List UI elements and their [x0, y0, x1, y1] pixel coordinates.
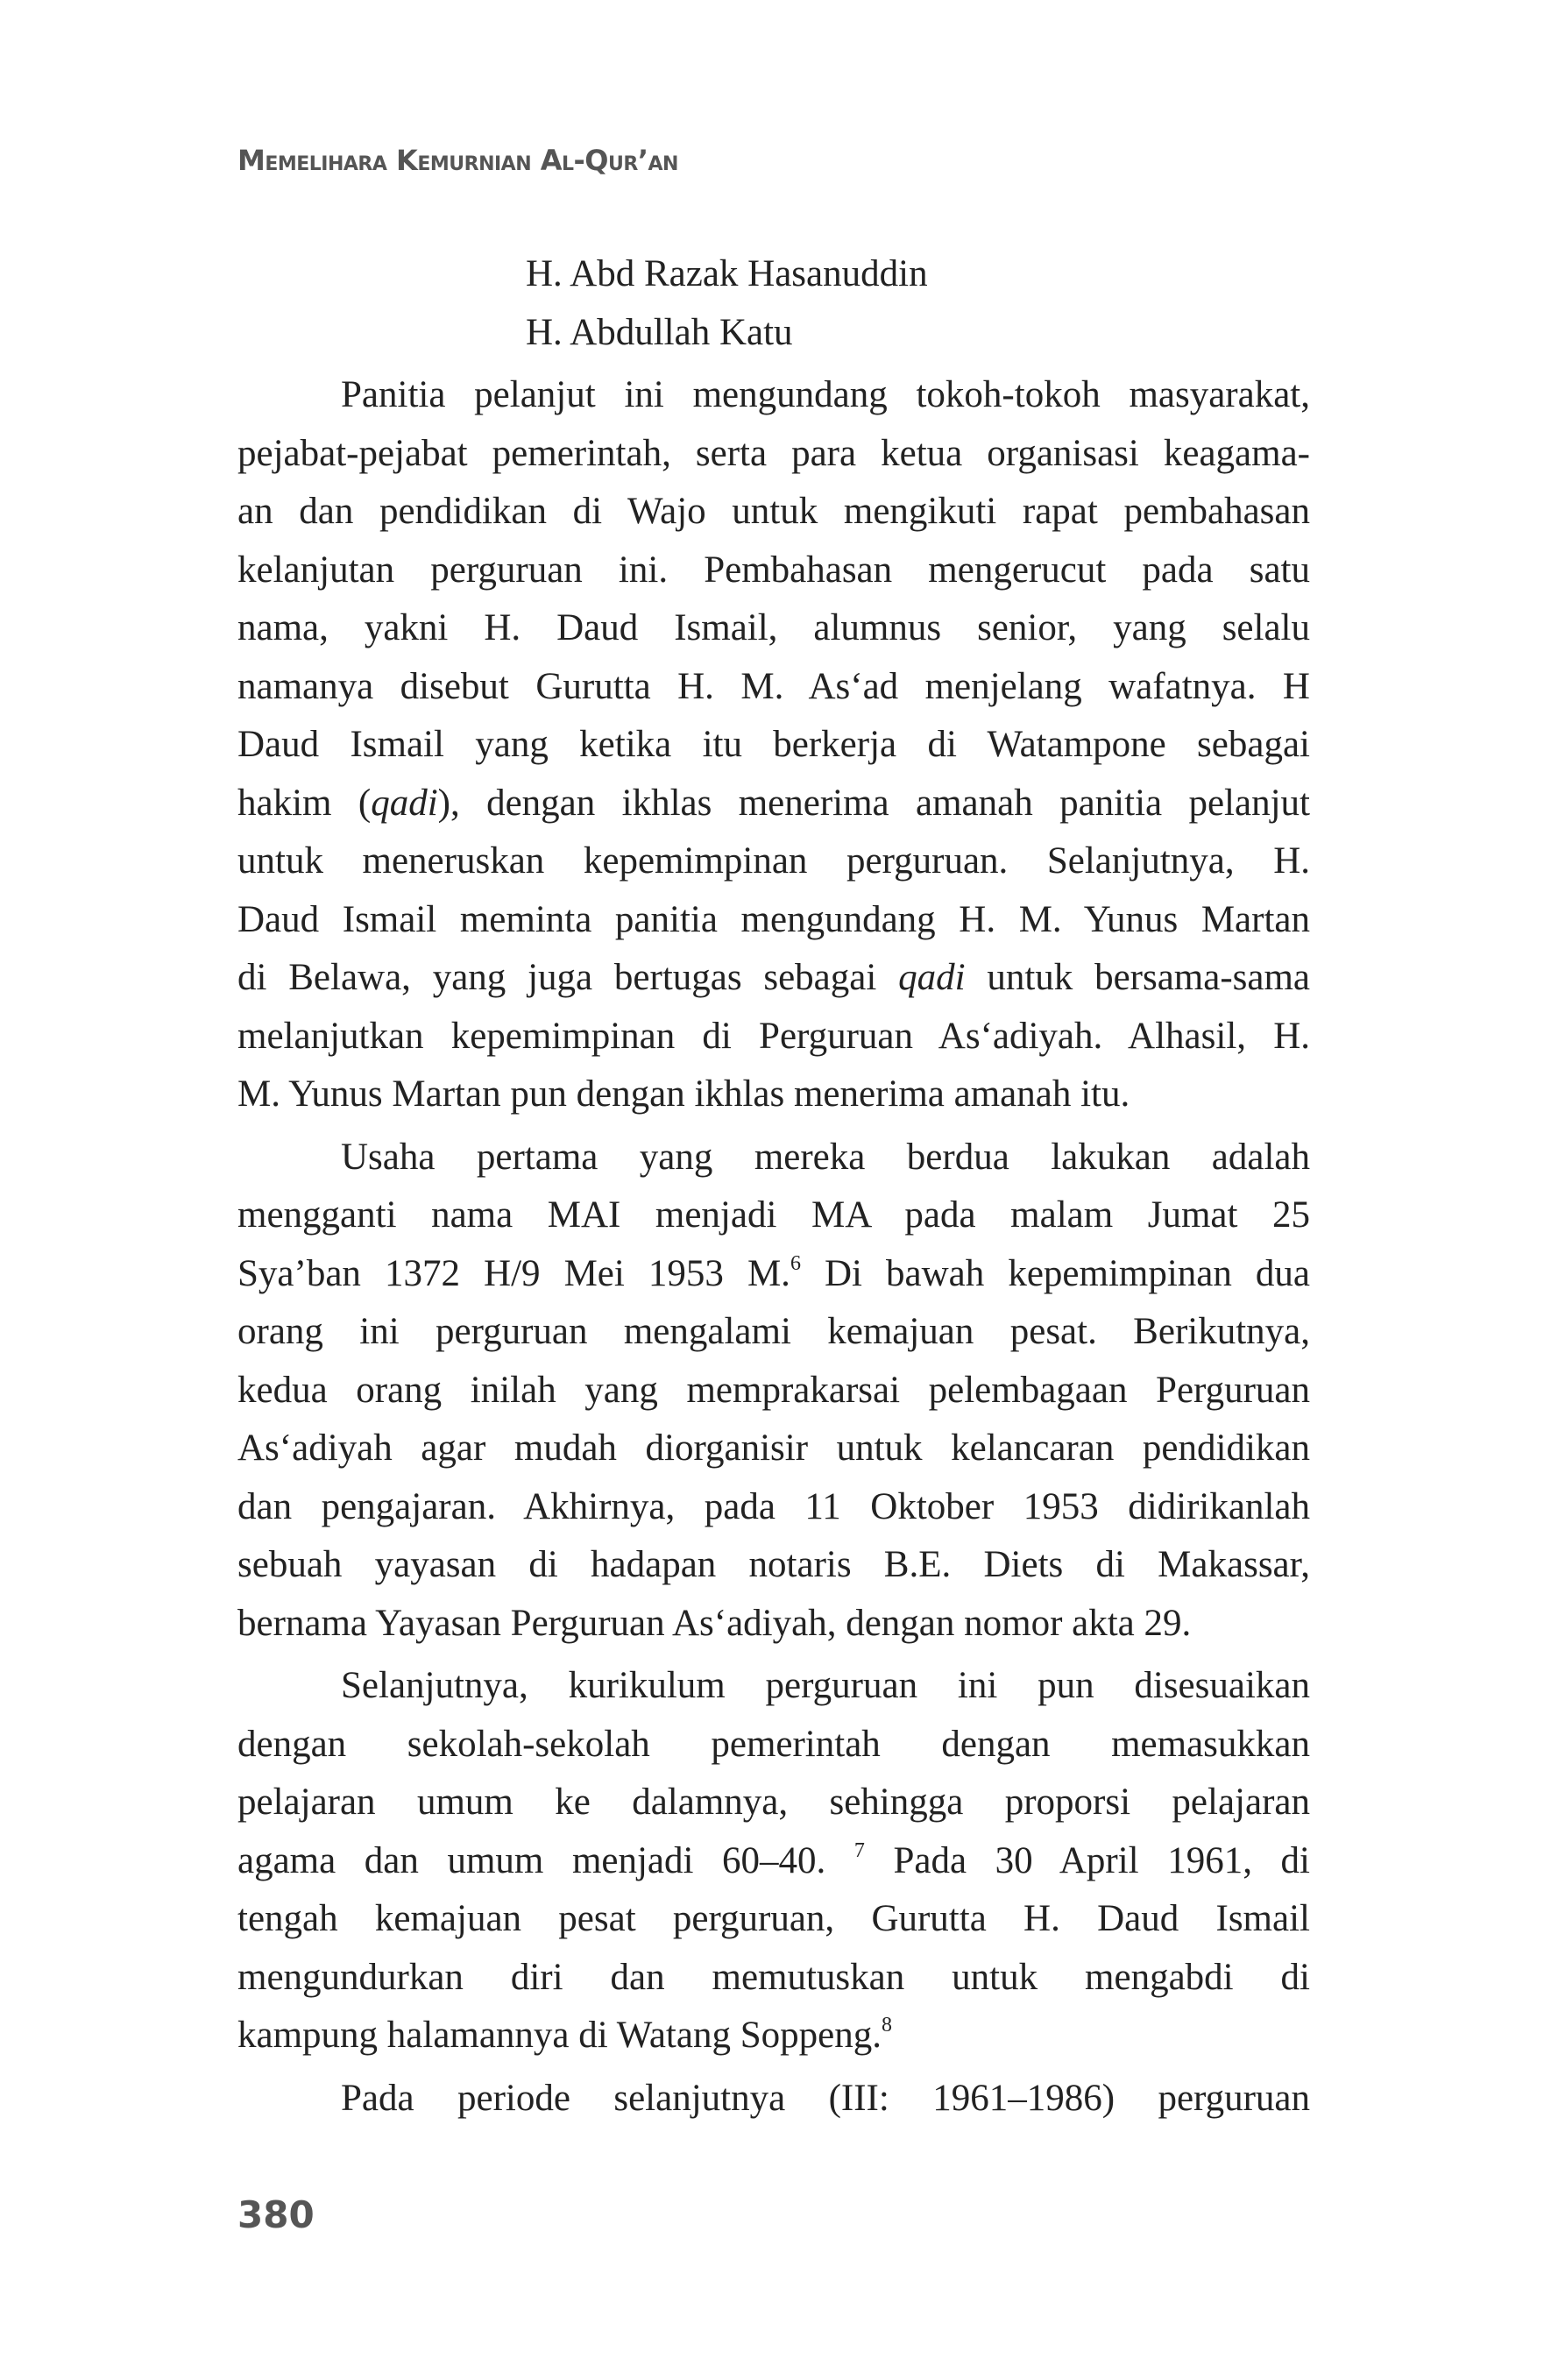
text-segment: an dan pendidikan di Wajo untuk mengikuti rapat pembahasan — [237, 491, 1310, 532]
text-segment: kampung halamannya di Watang Soppeng. — [237, 2015, 882, 2056]
text-segment: kedua orang inilah yang memprakarsai pelembagaan Perguruan — [237, 1369, 1310, 1411]
text-segment: As‘adiyah agar mudah diorganisir untuk kelancaran pendidikan — [237, 1427, 1310, 1469]
text-line — [237, 599, 1310, 658]
text-segment: Usaha pertama yang mereka berdua lakukan adalah — [341, 1136, 1310, 1178]
text-line — [237, 1066, 1310, 1124]
text-line — [237, 1890, 1310, 1949]
text-line — [237, 366, 1310, 425]
text-segment: Pada 30 April 1961, di — [864, 1839, 1310, 1881]
text-line — [237, 1245, 1310, 1304]
footnote-ref: 8 — [881, 2014, 892, 2036]
text-segment: mengundurkan diri dan memutuskan untuk mengabdi di — [237, 1956, 1310, 1998]
text-line — [237, 1832, 1310, 1891]
text-line — [237, 1716, 1310, 1774]
text-line — [237, 949, 1310, 1008]
text-line — [237, 1595, 1310, 1654]
text-segment: untuk bersama-sama — [965, 957, 1310, 998]
text-segment: Daud Ismail meminta panitia mengundang H. M. Yunus Martan — [237, 898, 1310, 940]
text-segment: Daud Ismail yang ketika itu berkerja di Watampone sebagai — [237, 724, 1310, 765]
text-segment: bernama Yayasan Perguruan As‘adiyah, dengan nomor akta 29. — [237, 1602, 1192, 1644]
text-segment: dengan sekolah-sekolah pemerintah dengan memasukkan — [237, 1723, 1310, 1765]
text-line — [237, 1362, 1310, 1420]
text-segment: sebuah yayasan di hadapan notaris B.E. Diets di Makassar, — [237, 1544, 1310, 1585]
body-text — [237, 245, 1310, 2132]
text-line — [237, 716, 1310, 775]
text-line — [237, 1536, 1310, 1595]
text-segment: ), dengan ikhlas menerima amanah panitia pelanjut — [437, 782, 1310, 824]
text-line — [237, 2070, 1310, 2129]
text-line — [237, 1186, 1310, 1245]
text-segment: Pada periode selanjutnya (III: 1961–1986) perguruan — [341, 2077, 1310, 2119]
paragraph — [237, 2070, 1310, 2129]
text-segment: nama, yakni H. Daud Ismail, alumnus senior, yang selalu — [237, 607, 1310, 648]
text-line — [237, 1303, 1310, 1362]
text-segment: kelanjutan perguruan ini. Pembahasan mengerucut pada satu — [237, 549, 1310, 591]
paragraph — [237, 1657, 1310, 2065]
text-segment: Selanjutnya, kurikulum perguruan ini pun disesuaikan — [341, 1665, 1310, 1706]
text-line — [237, 1008, 1310, 1066]
text-segment: M. Yunus Martan pun dengan ikhlas menerima amanah itu. — [237, 1073, 1130, 1115]
page-number: 380 — [237, 2193, 315, 2236]
text-line — [237, 1949, 1310, 2008]
text-segment: melanjutkan kepemimpinan di Perguruan As‘adiyah. Alhasil, H. — [237, 1015, 1310, 1057]
text-line — [237, 1657, 1310, 1716]
text-segment: tengah kemajuan pesat perguruan, Gurutta H. Daud Ismail — [237, 1898, 1310, 1939]
text-line — [237, 1420, 1310, 1478]
footnote-ref: 7 — [853, 1838, 865, 1862]
text-line — [237, 483, 1310, 542]
text-segment: hakim ( — [237, 782, 372, 824]
text-line — [237, 1129, 1310, 1187]
paragraph — [237, 1129, 1310, 1654]
text-line — [237, 891, 1310, 950]
text-segment: Sya’ban 1372 H/9 Mei 1953 M. — [237, 1252, 790, 1294]
text-segment: mengganti nama MAI menjadi MA pada malam Jumat 25 — [237, 1194, 1310, 1236]
text-line — [237, 425, 1310, 484]
text-segment: untuk meneruskan kepemimpinan perguruan. Selanjutnya, H. — [237, 840, 1310, 882]
text-segment: orang ini perguruan mengalami kemajuan pesat. Berikutnya, — [237, 1311, 1310, 1352]
text-line — [237, 832, 1310, 891]
text-segment: di Belawa, yang juga bertugas sebagai — [237, 957, 899, 998]
footnote-ref: 6 — [790, 1251, 801, 1275]
text-line — [237, 775, 1310, 833]
text-segment: Di bawah kepemimpinan dua — [800, 1252, 1310, 1294]
text-line — [237, 1774, 1310, 1832]
text-segment: pejabat-pejabat pemerintah, serta para ketua organisasi keagama- — [237, 432, 1310, 474]
text-segment: dan pengajaran. Akhirnya, pada 11 Oktober 1953 didirikanlah — [237, 1485, 1310, 1527]
name-line: H. Abd Razak Hasanuddin — [526, 253, 928, 294]
text-line — [237, 658, 1310, 717]
text-segment: Panitia pelanjut ini mengundang tokoh-tokoh masyarakat, — [341, 374, 1310, 415]
text-line — [237, 1478, 1310, 1537]
paragraph — [237, 366, 1310, 1124]
text-line — [237, 2007, 1310, 2065]
name-line: H. Abdullah Katu — [526, 311, 793, 353]
running-header: Memelihara Kemurnian Al-Qur’an — [237, 144, 678, 177]
text-segment: namanya disebut Gurutta H. M. As‘ad menjelang wafatnya. H — [237, 665, 1310, 707]
text-line — [237, 542, 1310, 600]
text-segment: agama dan umum menjadi 60–40. — [237, 1839, 854, 1881]
text-segment: pelajaran umum ke dalamnya, sehingga proporsi pelajaran — [237, 1781, 1310, 1823]
italic-term: qadi — [371, 782, 438, 824]
italic-term: qadi — [898, 957, 966, 998]
